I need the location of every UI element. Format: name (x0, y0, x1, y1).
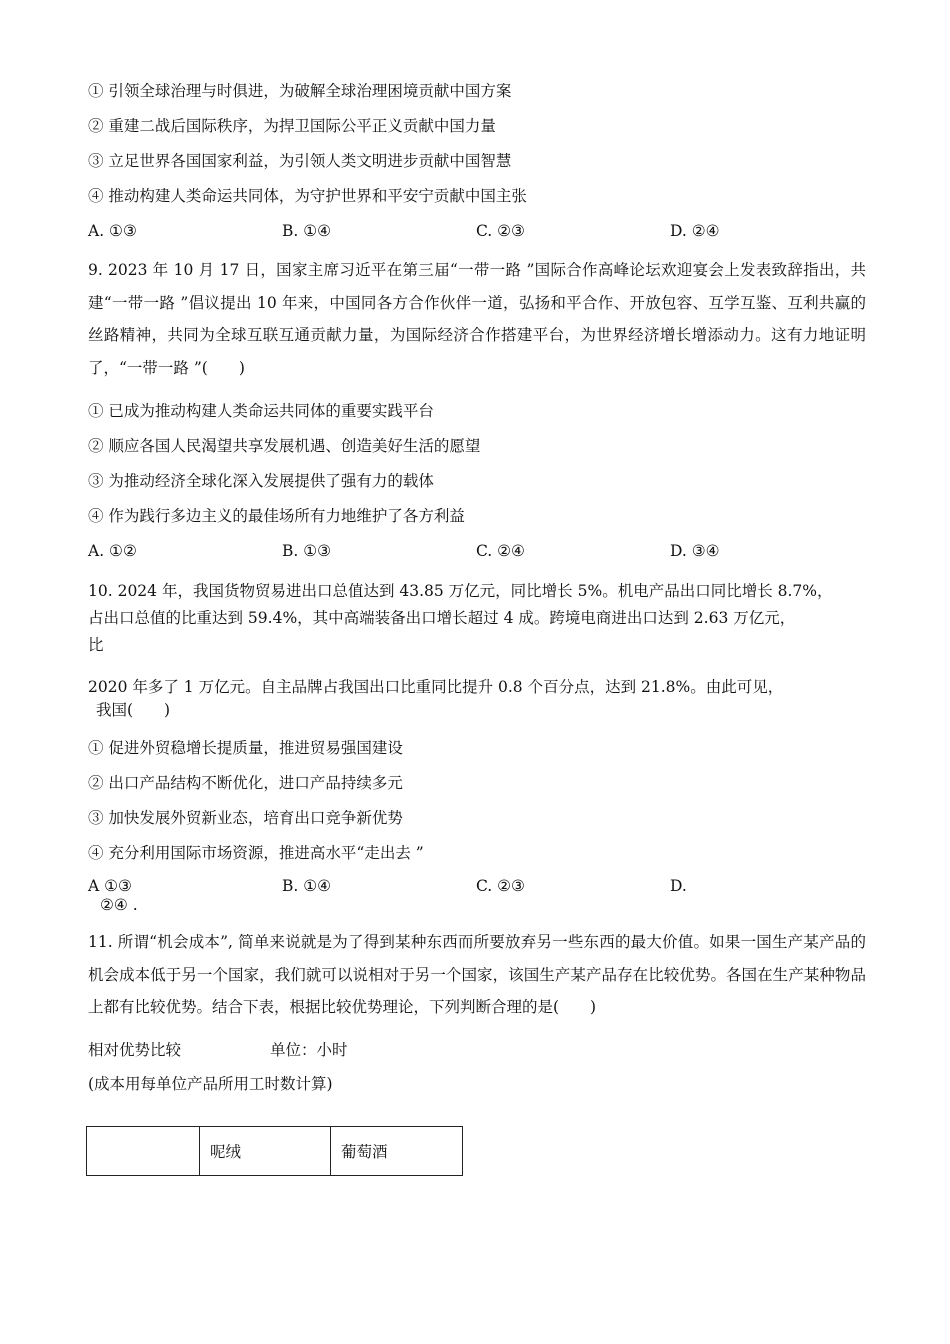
table-header-cell-empty (87, 1127, 200, 1176)
q8-option-c[interactable]: C. ②③ (476, 222, 525, 240)
q10-stem-line-2: 占出口总值的比重达到 59.4%，其中高端装备出口增长超过 4 成。跨境电商进出口达到 2.63 万亿元， (88, 609, 796, 627)
q10-statement-1: ① 促进外贸稳增长提质量，推进贸易强国建设 (88, 739, 403, 757)
q9-statement-3: ③ 为推动经济全球化深入发展提供了强有力的载体 (88, 472, 434, 490)
q8-statement-4: ④ 推动构建人类命运共同体，为守护世界和平安宁贡献中国主张 (88, 187, 527, 205)
q8-statement-2: ② 重建二战后国际秩序，为捍卫国际公平正义贡献中国力量 (88, 117, 496, 135)
q11-stem: 11. 所谓“机会成本”, 简单来说就是为了得到某种东西而所要放弃另一些东西的最大价值。如果一国生产某产品的机会成本低于另一个国家，我们就可以说相对于另一个国家，该国生产某产品存在比较优势。各国在生产某种物品上都有比较优势。结合下表，根据比较优势理论，下列判断合理的是( ) (88, 933, 866, 1016)
q10-stem-line-3: 比 (88, 636, 104, 654)
q8-option-a[interactable]: A. ①③ (88, 222, 137, 240)
table-header-cell-woolen: 呢绒 (200, 1127, 331, 1176)
q9-option-a[interactable]: A. ①② (88, 542, 137, 560)
q10-option-b[interactable]: B. ①④ (282, 877, 332, 895)
q10-stem-line-4: 2020 年多了 1 万亿元。自主品牌占我国出口比重同比提升 0.8 个百分点，达到 21.8%。由此可见， (88, 678, 784, 696)
table-title: 相对优势比较 (88, 1041, 182, 1059)
q8-option-b[interactable]: B. ①④ (282, 222, 332, 240)
q8-options (88, 222, 888, 246)
q10-option-a[interactable]: A ①③ (88, 877, 132, 895)
q10-option-c[interactable]: C. ②③ (476, 877, 525, 895)
table-unit: 单位：小时 (270, 1041, 348, 1059)
q10-options (88, 877, 888, 901)
q9-statement-1: ① 已成为推动构建人类命运共同体的重要实践平台 (88, 402, 434, 420)
q10-statement-4: ④ 充分利用国际市场资源，推进高水平“走出去 ” (88, 844, 424, 862)
q10-statement-3: ③ 加快发展外贸新业态，培育出口竞争新优势 (88, 809, 403, 827)
q9-statement-2: ② 顺应各国人民渴望共享发展机遇、创造美好生活的愿望 (88, 437, 481, 455)
q9-statement-4: ④ 作为践行多边主义的最佳场所有力地维护了各方利益 (88, 507, 465, 525)
q9-stem: 9. 2023 年 10 月 17 日，国家主席习近平在第三届“一带一路 ”国际合作高峰论坛欢迎宴会上发表致辞指出，共建“一带一路 ”倡议提出 10 年来，中国同各方合作伙伴一道，弘扬和平合作、开放包容、互学互鉴、互利共赢的丝路精神，共同为全球互联互通贡献力量，为国际经济合作搭建平台，为世界经济增长增添动力。这有力地证明了，“一带一路 ”( ) (88, 261, 866, 377)
table-note: (成本用每单位产品所用工时数计算) (88, 1075, 333, 1093)
table-header-row (87, 1127, 463, 1176)
q9-options (88, 542, 888, 566)
q8-option-d[interactable]: D. ②④ (670, 222, 720, 240)
q10-stem-line-1: 10. 2024 年，我国货物贸易进出口总值达到 43.85 万亿元，同比增长 5%。机电产品出口同比增长 8.7%， (88, 582, 833, 600)
q8-statement-1: ① 引领全球治理与时俱进，为破解全球治理困境贡献中国方案 (88, 82, 512, 100)
q9-option-c[interactable]: C. ②④ (476, 542, 525, 560)
table-header-cell-wine: 葡萄酒 (331, 1127, 463, 1176)
q10-stem-line-5: 我国( ) (96, 701, 171, 719)
q8-statement-3: ③ 立足世界各国国家利益，为引领人类文明进步贡献中国智慧 (88, 152, 512, 170)
q10-statement-2: ② 出口产品结构不断优化，进口产品持续多元 (88, 774, 403, 792)
q9-option-b[interactable]: B. ①③ (282, 542, 332, 560)
q10-option-d-wrap: ②④ . (100, 896, 138, 914)
comparison-table (86, 1126, 463, 1176)
q9-option-d[interactable]: D. ③④ (670, 542, 720, 560)
q10-option-d[interactable]: D. (670, 877, 687, 895)
